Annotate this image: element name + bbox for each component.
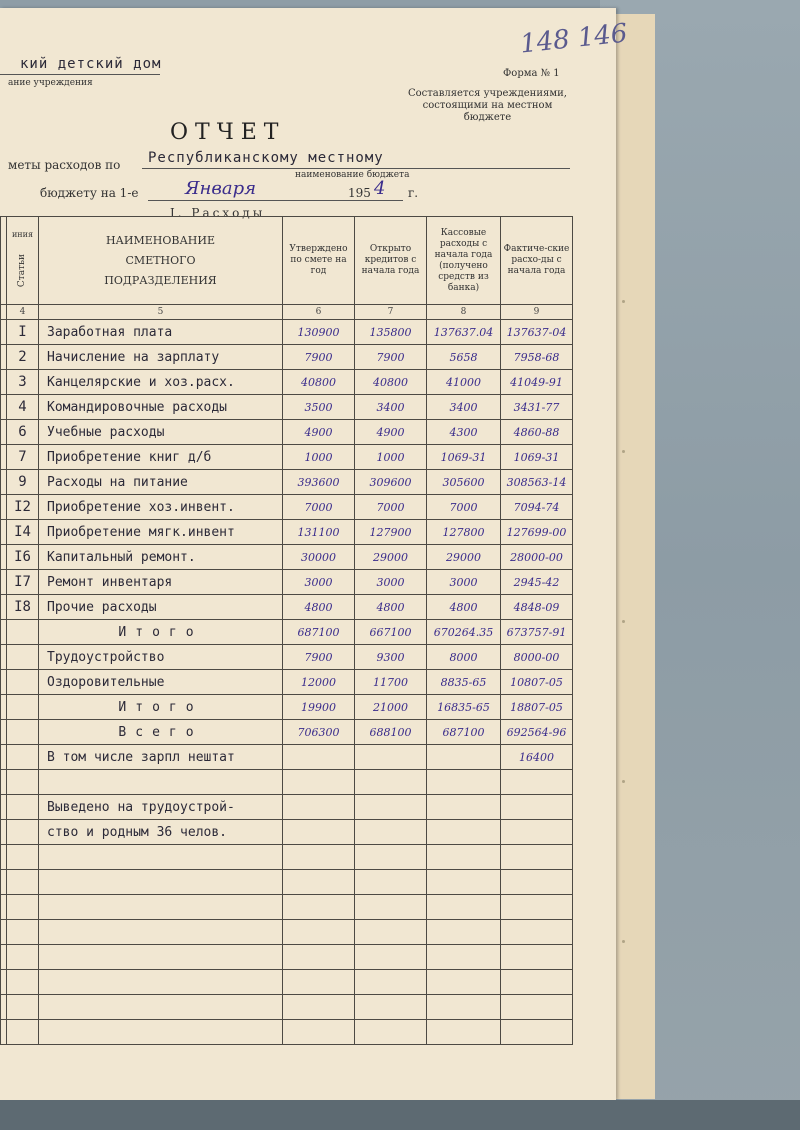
item-name-cell: [39, 970, 283, 995]
header-approved: Утверждено по смете на год: [283, 217, 355, 305]
article-cell: [7, 870, 39, 895]
approved-cell: [283, 945, 355, 970]
opened-cell: 4800: [355, 595, 427, 620]
opened-cell: 9300: [355, 645, 427, 670]
table-row: [1, 895, 573, 920]
item-name-cell: ство и родным 36 челов.: [39, 820, 283, 845]
item-name-cell: Приобретение хоз.инвент.: [39, 495, 283, 520]
actual-cell: 308563-14: [501, 470, 573, 495]
actual-cell: [501, 795, 573, 820]
article-cell: 4: [7, 395, 39, 420]
cash-cell: 5658: [427, 345, 501, 370]
item-name-cell: [39, 895, 283, 920]
item-name-cell: Учебные расходы: [39, 420, 283, 445]
opened-cell: [355, 1020, 427, 1045]
date-underline: [148, 200, 403, 201]
binding-hole: [622, 620, 625, 623]
opened-cell: [355, 970, 427, 995]
article-cell: [7, 945, 39, 970]
article-cell: 7: [7, 445, 39, 470]
table-row: [1, 370, 573, 395]
actual-cell: 18807-05: [501, 695, 573, 720]
item-name-cell: Заработная плата: [39, 320, 283, 345]
archive-page-number: 148 146: [518, 18, 629, 60]
actual-cell: 4860-88: [501, 420, 573, 445]
actual-cell: 7094-74: [501, 495, 573, 520]
table-row: [1, 545, 573, 570]
date-suffix: г.: [408, 186, 419, 200]
approved-cell: [283, 1020, 355, 1045]
header-article-label: Статьи: [17, 254, 27, 288]
opened-cell: 135800: [355, 320, 427, 345]
table-row: [1, 520, 573, 545]
article-cell: I8: [7, 595, 39, 620]
cash-cell: 305600: [427, 470, 501, 495]
opened-cell: [355, 745, 427, 770]
compiled-by-note: [408, 88, 567, 124]
table-row: [1, 945, 573, 970]
article-cell: 2: [7, 345, 39, 370]
article-cell: I7: [7, 570, 39, 595]
opened-cell: [355, 995, 427, 1020]
cash-cell: 8835-65: [427, 670, 501, 695]
opened-cell: 3000: [355, 570, 427, 595]
cash-cell: [427, 1020, 501, 1045]
table-row: [1, 745, 573, 770]
table-row: [1, 395, 573, 420]
opened-cell: 688100: [355, 720, 427, 745]
binding-hole: [622, 780, 625, 783]
item-name-cell: [39, 870, 283, 895]
item-name-cell: Расходы на питание: [39, 470, 283, 495]
approved-cell: 131100: [283, 520, 355, 545]
opened-cell: [355, 945, 427, 970]
approved-cell: 1000: [283, 445, 355, 470]
actual-cell: 10807-05: [501, 670, 573, 695]
article-cell: 6: [7, 420, 39, 445]
opened-cell: 667100: [355, 620, 427, 645]
approved-cell: 393600: [283, 470, 355, 495]
actual-cell: 7958-68: [501, 345, 573, 370]
opened-cell: 3400: [355, 395, 427, 420]
cash-cell: [427, 920, 501, 945]
article-cell: [7, 895, 39, 920]
approved-cell: [283, 995, 355, 1020]
article-cell: I4: [7, 520, 39, 545]
date-month: Января: [185, 178, 257, 199]
date-year-digit: 4: [374, 178, 386, 199]
cash-cell: [427, 820, 501, 845]
actual-cell: [501, 1020, 573, 1045]
opened-cell: 4900: [355, 420, 427, 445]
cash-cell: [427, 970, 501, 995]
actual-cell: [501, 995, 573, 1020]
cash-cell: 4300: [427, 420, 501, 445]
opened-cell: 11700: [355, 670, 427, 695]
opened-cell: [355, 820, 427, 845]
article-cell: [7, 970, 39, 995]
cash-cell: [427, 945, 501, 970]
actual-cell: 127699-00: [501, 520, 573, 545]
item-name-cell: [39, 770, 283, 795]
opened-cell: [355, 795, 427, 820]
item-name-cell: Трудоустройство: [39, 645, 283, 670]
table-row: [1, 420, 573, 445]
approved-cell: 19900: [283, 695, 355, 720]
article-cell: I6: [7, 545, 39, 570]
expense-table: [0, 216, 573, 1045]
actual-cell: [501, 945, 573, 970]
item-name-cell: Прочие расходы: [39, 595, 283, 620]
article-cell: [7, 620, 39, 645]
cash-cell: [427, 895, 501, 920]
table-row: [1, 595, 573, 620]
actual-cell: [501, 895, 573, 920]
article-cell: 9: [7, 470, 39, 495]
actual-cell: [501, 820, 573, 845]
item-name-cell: Приобретение книг д/б: [39, 445, 283, 470]
cash-cell: 1069-31: [427, 445, 501, 470]
item-name-cell: Всего: [39, 720, 283, 745]
compiled-line-2: состоящими на местном: [422, 100, 553, 111]
item-name-cell: Командировочные расходы: [39, 395, 283, 420]
header-article: [7, 217, 39, 305]
item-name-cell: Начисление на зарплату: [39, 345, 283, 370]
article-cell: [7, 695, 39, 720]
opened-cell: 1000: [355, 445, 427, 470]
approved-cell: 706300: [283, 720, 355, 745]
table-row: [1, 695, 573, 720]
cash-cell: 3000: [427, 570, 501, 595]
date-prefix: бюджету на 1-е: [40, 186, 139, 200]
col-num: 7: [355, 305, 427, 320]
opened-cell: 29000: [355, 545, 427, 570]
opened-cell: 309600: [355, 470, 427, 495]
opened-cell: 21000: [355, 695, 427, 720]
cash-cell: [427, 745, 501, 770]
cash-cell: 127800: [427, 520, 501, 545]
article-cell: I: [7, 320, 39, 345]
report-title: ОТЧЕТ: [170, 120, 286, 145]
cash-cell: [427, 770, 501, 795]
item-name-cell: В том числе зарпл нештат: [39, 745, 283, 770]
header-name: НАИМЕНОВАНИЕ СМЕТНОГО ПОДРАЗДЕЛЕНИЯ: [39, 217, 283, 305]
approved-cell: 687100: [283, 620, 355, 645]
approved-cell: 7900: [283, 645, 355, 670]
cash-cell: 4800: [427, 595, 501, 620]
article-cell: [7, 920, 39, 945]
compiled-line-1: Составляется учреждениями,: [408, 88, 567, 99]
table-row: [1, 720, 573, 745]
budget-underline: [142, 168, 570, 169]
actual-cell: [501, 845, 573, 870]
table-row: [1, 320, 573, 345]
binding-hole: [622, 300, 625, 303]
actual-cell: 28000-00: [501, 545, 573, 570]
cash-cell: 137637.04: [427, 320, 501, 345]
opened-cell: 7000: [355, 495, 427, 520]
header-actual: Фактиче-ские расхо-ды с начала года: [501, 217, 573, 305]
table-row: [1, 620, 573, 645]
cash-cell: 670264.35: [427, 620, 501, 645]
folder-edge: [612, 14, 655, 1099]
col-num: 8: [427, 305, 501, 320]
col-num: 4: [7, 305, 39, 320]
article-cell: [7, 820, 39, 845]
table-row: [1, 920, 573, 945]
article-cell: [7, 995, 39, 1020]
actual-cell: [501, 920, 573, 945]
header-opened: Открыто кредитов с начала года: [355, 217, 427, 305]
header-cash: Кассовые расходы с начала года (получено средств из банка): [427, 217, 501, 305]
item-name-cell: Ремонт инвентаря: [39, 570, 283, 595]
item-name-cell: [39, 920, 283, 945]
cash-cell: [427, 795, 501, 820]
table-row: [1, 795, 573, 820]
opened-cell: 127900: [355, 520, 427, 545]
approved-cell: 3000: [283, 570, 355, 595]
cash-cell: [427, 845, 501, 870]
item-name-cell: Канцелярские и хоз.расх.: [39, 370, 283, 395]
binding-hole: [622, 940, 625, 943]
approved-cell: 4800: [283, 595, 355, 620]
article-cell: [7, 720, 39, 745]
table-row: [1, 570, 573, 595]
column-number-row: [1, 305, 573, 320]
table-row: [1, 645, 573, 670]
actual-cell: 692564-96: [501, 720, 573, 745]
table-row: [1, 670, 573, 695]
item-name-cell: [39, 845, 283, 870]
article-cell: [7, 670, 39, 695]
cash-cell: 3400: [427, 395, 501, 420]
table-row: [1, 770, 573, 795]
date-year-prefix: 195: [348, 186, 371, 200]
section-heading: I. Расходы: [170, 206, 266, 220]
approved-cell: 7000: [283, 495, 355, 520]
col-num: 9: [501, 305, 573, 320]
table-row: [1, 1020, 573, 1045]
cash-cell: 687100: [427, 720, 501, 745]
article-cell: [7, 645, 39, 670]
bottom-strip: [0, 1100, 800, 1130]
article-cell: [7, 1020, 39, 1045]
item-name-cell: [39, 945, 283, 970]
actual-cell: 137637-04: [501, 320, 573, 345]
opened-cell: [355, 845, 427, 870]
compiled-line-3: бюджете: [463, 112, 512, 123]
article-cell: 3: [7, 370, 39, 395]
cash-cell: 7000: [427, 495, 501, 520]
approved-cell: [283, 895, 355, 920]
table-row: [1, 870, 573, 895]
opened-cell: [355, 870, 427, 895]
opened-cell: 7900: [355, 345, 427, 370]
approved-cell: 7900: [283, 345, 355, 370]
actual-cell: 3431-77: [501, 395, 573, 420]
cash-cell: 29000: [427, 545, 501, 570]
table-header-row: [1, 217, 573, 305]
article-cell: [7, 770, 39, 795]
cash-cell: [427, 995, 501, 1020]
actual-cell: 41049-91: [501, 370, 573, 395]
article-cell: I2: [7, 495, 39, 520]
actual-cell: 16400: [501, 745, 573, 770]
item-name-cell: [39, 995, 283, 1020]
item-name-cell: Итого: [39, 695, 283, 720]
table-row: [1, 970, 573, 995]
institution-name: кий детский дом: [20, 56, 162, 72]
smeta-prefix: меты расходов по: [8, 158, 121, 172]
table-row: [1, 345, 573, 370]
form-label: Форма № 1: [503, 68, 560, 79]
article-cell: [7, 845, 39, 870]
approved-cell: [283, 845, 355, 870]
table-row: [1, 470, 573, 495]
item-name-cell: Оздоровительные: [39, 670, 283, 695]
approved-cell: [283, 870, 355, 895]
actual-cell: 8000-00: [501, 645, 573, 670]
budget-name: Республиканскому местному: [148, 150, 384, 166]
approved-cell: 30000: [283, 545, 355, 570]
table-row: [1, 445, 573, 470]
approved-cell: [283, 795, 355, 820]
article-cell: [7, 795, 39, 820]
table-row: [1, 845, 573, 870]
item-name-cell: Итого: [39, 620, 283, 645]
table-row: [1, 995, 573, 1020]
opened-cell: [355, 895, 427, 920]
binding-hole: [622, 450, 625, 453]
table-row: [1, 820, 573, 845]
approved-cell: 130900: [283, 320, 355, 345]
col-num: 5: [39, 305, 283, 320]
actual-cell: [501, 970, 573, 995]
item-name-cell: Капитальный ремонт.: [39, 545, 283, 570]
cash-cell: 41000: [427, 370, 501, 395]
actual-cell: 2945-42: [501, 570, 573, 595]
actual-cell: [501, 770, 573, 795]
opened-cell: [355, 770, 427, 795]
institution-underline: [0, 74, 160, 75]
cash-cell: [427, 870, 501, 895]
approved-cell: [283, 970, 355, 995]
actual-cell: 4848-09: [501, 595, 573, 620]
approved-cell: 3500: [283, 395, 355, 420]
budget-caption: наименование бюджета: [295, 170, 410, 180]
actual-cell: 673757-91: [501, 620, 573, 645]
item-name-cell: Приобретение мягк.инвент: [39, 520, 283, 545]
approved-cell: [283, 770, 355, 795]
opened-cell: 40800: [355, 370, 427, 395]
opened-cell: [355, 920, 427, 945]
approved-cell: 12000: [283, 670, 355, 695]
approved-cell: [283, 745, 355, 770]
table-row: [1, 495, 573, 520]
approved-cell: 4900: [283, 420, 355, 445]
item-name-cell: [39, 1020, 283, 1045]
approved-cell: [283, 820, 355, 845]
cash-cell: 8000: [427, 645, 501, 670]
header-col-a-label: иния: [11, 230, 34, 240]
item-name-cell: Выведено на трудоустрой-: [39, 795, 283, 820]
col-num: 6: [283, 305, 355, 320]
approved-cell: [283, 920, 355, 945]
approved-cell: 40800: [283, 370, 355, 395]
article-cell: [7, 745, 39, 770]
cash-cell: 16835-65: [427, 695, 501, 720]
actual-cell: 1069-31: [501, 445, 573, 470]
actual-cell: [501, 870, 573, 895]
institution-caption: ание учреждения: [8, 78, 93, 88]
